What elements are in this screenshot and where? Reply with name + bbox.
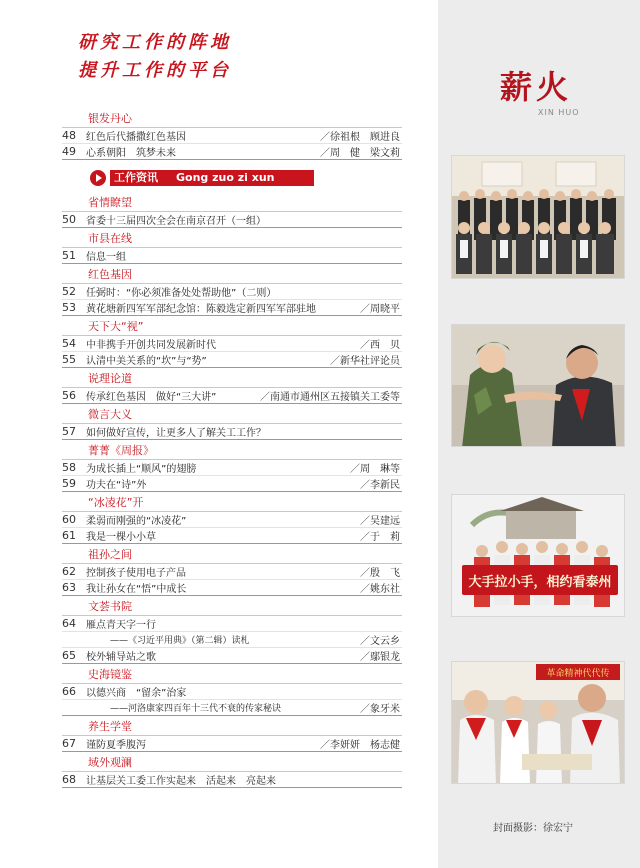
article-author: ／新华社评论员 <box>330 356 400 367</box>
article-title: 如何做好宣传，让更多人了解关工工作？ <box>86 428 266 439</box>
toc-entry[interactable] <box>62 512 402 528</box>
section-heading: 说理论道 <box>62 370 402 388</box>
section-heading: 红色基因 <box>62 266 402 284</box>
section-heading: 省情瞭望 <box>62 194 402 212</box>
page-number: 52 <box>62 285 76 298</box>
toc-entry[interactable] <box>62 476 402 492</box>
toc-entry[interactable] <box>62 700 402 716</box>
slogan-line-1: 研究工作的阵地 <box>78 32 232 53</box>
page-number: 61 <box>62 529 76 542</box>
poster-text: 革命精神代代传 <box>546 669 610 679</box>
work-info-banner <box>62 164 402 192</box>
banner-text: 大手拉小手，相约看泰州 <box>468 575 612 590</box>
article-author: ／周 健 梁文莉 <box>320 148 400 159</box>
toc-entry[interactable] <box>62 424 402 440</box>
toc-entry[interactable] <box>62 460 402 476</box>
article-author: ／徐祖根 顾进良 <box>320 132 400 143</box>
article-title: 认清中美关系的“坎”与“势” <box>86 356 207 367</box>
article-author: ／李妍妍 杨志健 <box>320 740 400 751</box>
work-info-label <box>110 170 314 186</box>
page-number: 51 <box>62 249 76 262</box>
article-author: ／周 琳等 <box>350 464 400 475</box>
page-number: 49 <box>62 145 76 158</box>
page-number: 58 <box>62 461 76 474</box>
cover-photo-credit: 封面摄影：徐宏宁 <box>493 823 573 834</box>
article-title: ——河洛康家四百年十三代不衰的传家秘诀 <box>110 704 282 714</box>
toc-entry[interactable] <box>62 388 402 404</box>
article-title: 谨防夏季腹泻 <box>86 740 146 751</box>
section-heading: 菁菁《周报》 <box>62 442 402 460</box>
page-number: 53 <box>62 301 76 314</box>
page-number: 64 <box>62 617 76 630</box>
children-photo <box>451 661 625 784</box>
page-number: 62 <box>62 565 76 578</box>
page-number: 57 <box>62 425 76 438</box>
section-heading: 域外观澜 <box>62 754 402 772</box>
article-title: 让基层关工委工作实起来 活起来 亮起来 <box>86 776 276 787</box>
page-number: 68 <box>62 773 76 786</box>
scarf-ceremony-photo <box>451 324 625 447</box>
toc-entry[interactable] <box>62 284 402 300</box>
section-heading: 祖孙之间 <box>62 546 402 564</box>
page-number: 65 <box>62 649 76 662</box>
article-title: 传承红色基因 做好“三大讲” <box>86 392 217 403</box>
article-title: 省委十三届四次全会在南京召开（一组） <box>86 216 266 227</box>
section-heading: 天下大“视” <box>62 318 402 336</box>
toc-entry[interactable] <box>62 564 402 580</box>
article-author: ／殷 飞 <box>360 568 400 579</box>
article-title: 中非携手开创共同发展新时代 <box>86 340 216 351</box>
toc-entry[interactable] <box>62 144 402 160</box>
toc-entry[interactable] <box>62 648 402 664</box>
page-number: 48 <box>62 129 76 142</box>
article-author: ／鄢银龙 <box>360 652 400 663</box>
article-title: 我是一棵小小草 <box>86 532 156 543</box>
article-author: ／李新民 <box>360 480 400 491</box>
toc-entry[interactable] <box>62 212 402 228</box>
page-number: 66 <box>62 685 76 698</box>
toc-entry[interactable] <box>62 736 402 752</box>
article-author: ／象牙米 <box>360 704 400 715</box>
toc-entry[interactable] <box>62 300 402 316</box>
article-author: ／周晓平 <box>360 304 400 315</box>
article-title: 红色后代播撒红色基因 <box>86 132 186 143</box>
article-author: ／于 莉 <box>360 532 400 543</box>
article-title: 信息一组 <box>86 252 126 263</box>
banner-photo <box>451 494 625 617</box>
article-title: 以德兴商 “留余”治家 <box>86 688 187 699</box>
magazine-logo: 薪火 <box>500 68 573 106</box>
toc-entry[interactable] <box>62 528 402 544</box>
page-number: 55 <box>62 353 76 366</box>
article-title: ——《习近平用典》（第二辑）读札 <box>110 636 250 646</box>
article-title: 柔弱而刚强的“冰凌花” <box>86 516 187 527</box>
article-title: 控制孩子使用电子产品 <box>86 568 186 579</box>
table-of-contents <box>62 108 402 788</box>
article-title: 黄花塘新四军军部纪念馆：陈毅选定新四军军部驻地 <box>86 304 316 315</box>
slogan-line-2: 提升工作的平台 <box>78 60 232 81</box>
group-photo <box>451 155 625 279</box>
section-heading: 文荟书院 <box>62 598 402 616</box>
article-title: 功夫在“诗”外 <box>86 480 147 491</box>
toc-group-a <box>62 110 402 160</box>
article-title: 心系朝阳 筑梦未来 <box>86 148 176 159</box>
section-heading: 养生学堂 <box>62 718 402 736</box>
article-author: ／吴建远 <box>360 516 400 527</box>
toc-entry[interactable] <box>62 336 402 352</box>
page-number: 60 <box>62 513 76 526</box>
article-author: ／姚东社 <box>360 584 400 595</box>
work-info-pinyin: Gong zuo zi xun <box>176 171 275 184</box>
toc-entry[interactable] <box>62 580 402 596</box>
play-icon <box>90 170 106 186</box>
section-heading: “冰凌花”开 <box>62 494 402 512</box>
toc-entry[interactable] <box>62 684 402 700</box>
article-author: ／南通市通州区五接镇关工委等 <box>260 392 400 403</box>
toc-entry[interactable] <box>62 352 402 368</box>
article-title: 为成长插上“顺风”的翅膀 <box>86 464 197 475</box>
page-number: 67 <box>62 737 76 750</box>
section-heading: 微言大义 <box>62 406 402 424</box>
section-heading: 银发丹心 <box>62 110 402 128</box>
article-title: 我让孙女在“悟”中成长 <box>86 584 187 595</box>
toc-entry[interactable] <box>62 632 402 648</box>
page-number: 50 <box>62 213 76 226</box>
article-title: 雁点青天字一行 <box>86 620 156 631</box>
page-number: 63 <box>62 581 76 594</box>
article-title: 校外辅导站之歌 <box>86 652 156 663</box>
toc-entry[interactable] <box>62 772 402 788</box>
page-number: 59 <box>62 477 76 490</box>
magazine-logo-pinyin: XIN HUO <box>538 108 580 117</box>
toc-group-b <box>62 194 402 788</box>
page-number: 54 <box>62 337 76 350</box>
work-info-title: 工作资讯 <box>114 171 158 184</box>
article-title: 任弼时：“你必须准备处处帮助他”（二则） <box>86 288 277 299</box>
page-number: 56 <box>62 389 76 402</box>
section-heading: 史海镜鉴 <box>62 666 402 684</box>
article-author: ／西 贝 <box>360 340 400 351</box>
toc-entry[interactable] <box>62 128 402 144</box>
article-author: ／文云乡 <box>360 636 400 647</box>
toc-entry[interactable] <box>62 616 402 632</box>
section-heading: 市县在线 <box>62 230 402 248</box>
toc-entry[interactable] <box>62 248 402 264</box>
